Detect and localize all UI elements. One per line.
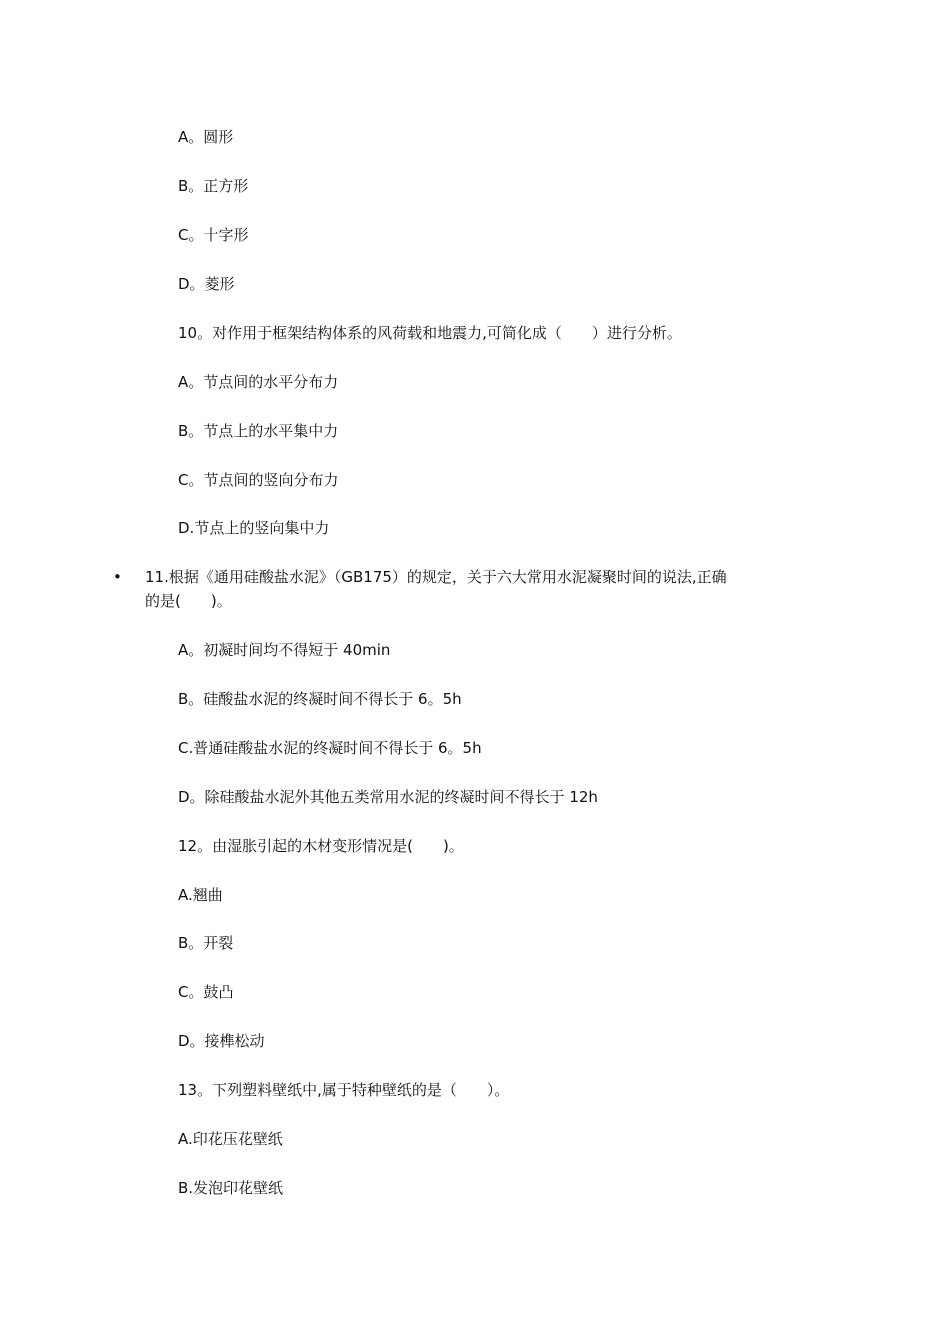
option-a-q11: A。初凝时间均不得短于 40min	[178, 641, 391, 659]
question-10: 10。对作用于框架结构体系的风荷载和地震力,可简化成（ ）进行分析。	[178, 324, 682, 342]
option-b-q10: B。节点上的水平集中力	[178, 422, 339, 440]
question-12: 12。由湿胀引起的木材变形情况是( )。	[178, 837, 464, 855]
option-a-q10: A。节点间的水平分布力	[178, 373, 339, 391]
option-c-q11: C.普通硅酸盐水泥的终凝时间不得长于 6。5h	[178, 739, 482, 757]
bullet-icon: •	[113, 568, 122, 586]
option-a-q12: A.翘曲	[178, 886, 223, 904]
option-d-q12: D。接榫松动	[178, 1032, 265, 1050]
option-a-q9: A。圆形	[178, 128, 234, 146]
option-c-q12: C。鼓凸	[178, 983, 234, 1001]
option-b-q13: B.发泡印花壁纸	[178, 1179, 284, 1197]
question-11	[145, 565, 815, 613]
question-11-line-1: 11.根据《通用硅酸盐水泥》（GB175）的规定，关于六大常用水泥凝聚时间的说法,正确	[145, 568, 727, 586]
question-11-line-2: 的是( )。	[145, 592, 232, 610]
question-13: 13。下列塑料壁纸中,属于特种壁纸的是（ ）。	[178, 1081, 510, 1099]
option-a-q13: A.印花压花壁纸	[178, 1130, 283, 1148]
option-d-q9: D。菱形	[178, 275, 235, 293]
option-d-q10: D.节点上的竖向集中力	[178, 519, 330, 537]
option-b-q9: B。正方形	[178, 177, 249, 195]
option-c-q9: C。十字形	[178, 226, 249, 244]
option-c-q10: C。节点间的竖向分布力	[178, 471, 339, 489]
option-b-q12: B。开裂	[178, 934, 234, 952]
option-d-q11: D。除硅酸盐水泥外其他五类常用水泥的终凝时间不得长于 12h	[178, 788, 598, 806]
option-b-q11: B。硅酸盐水泥的终凝时间不得长于 6。5h	[178, 690, 462, 708]
